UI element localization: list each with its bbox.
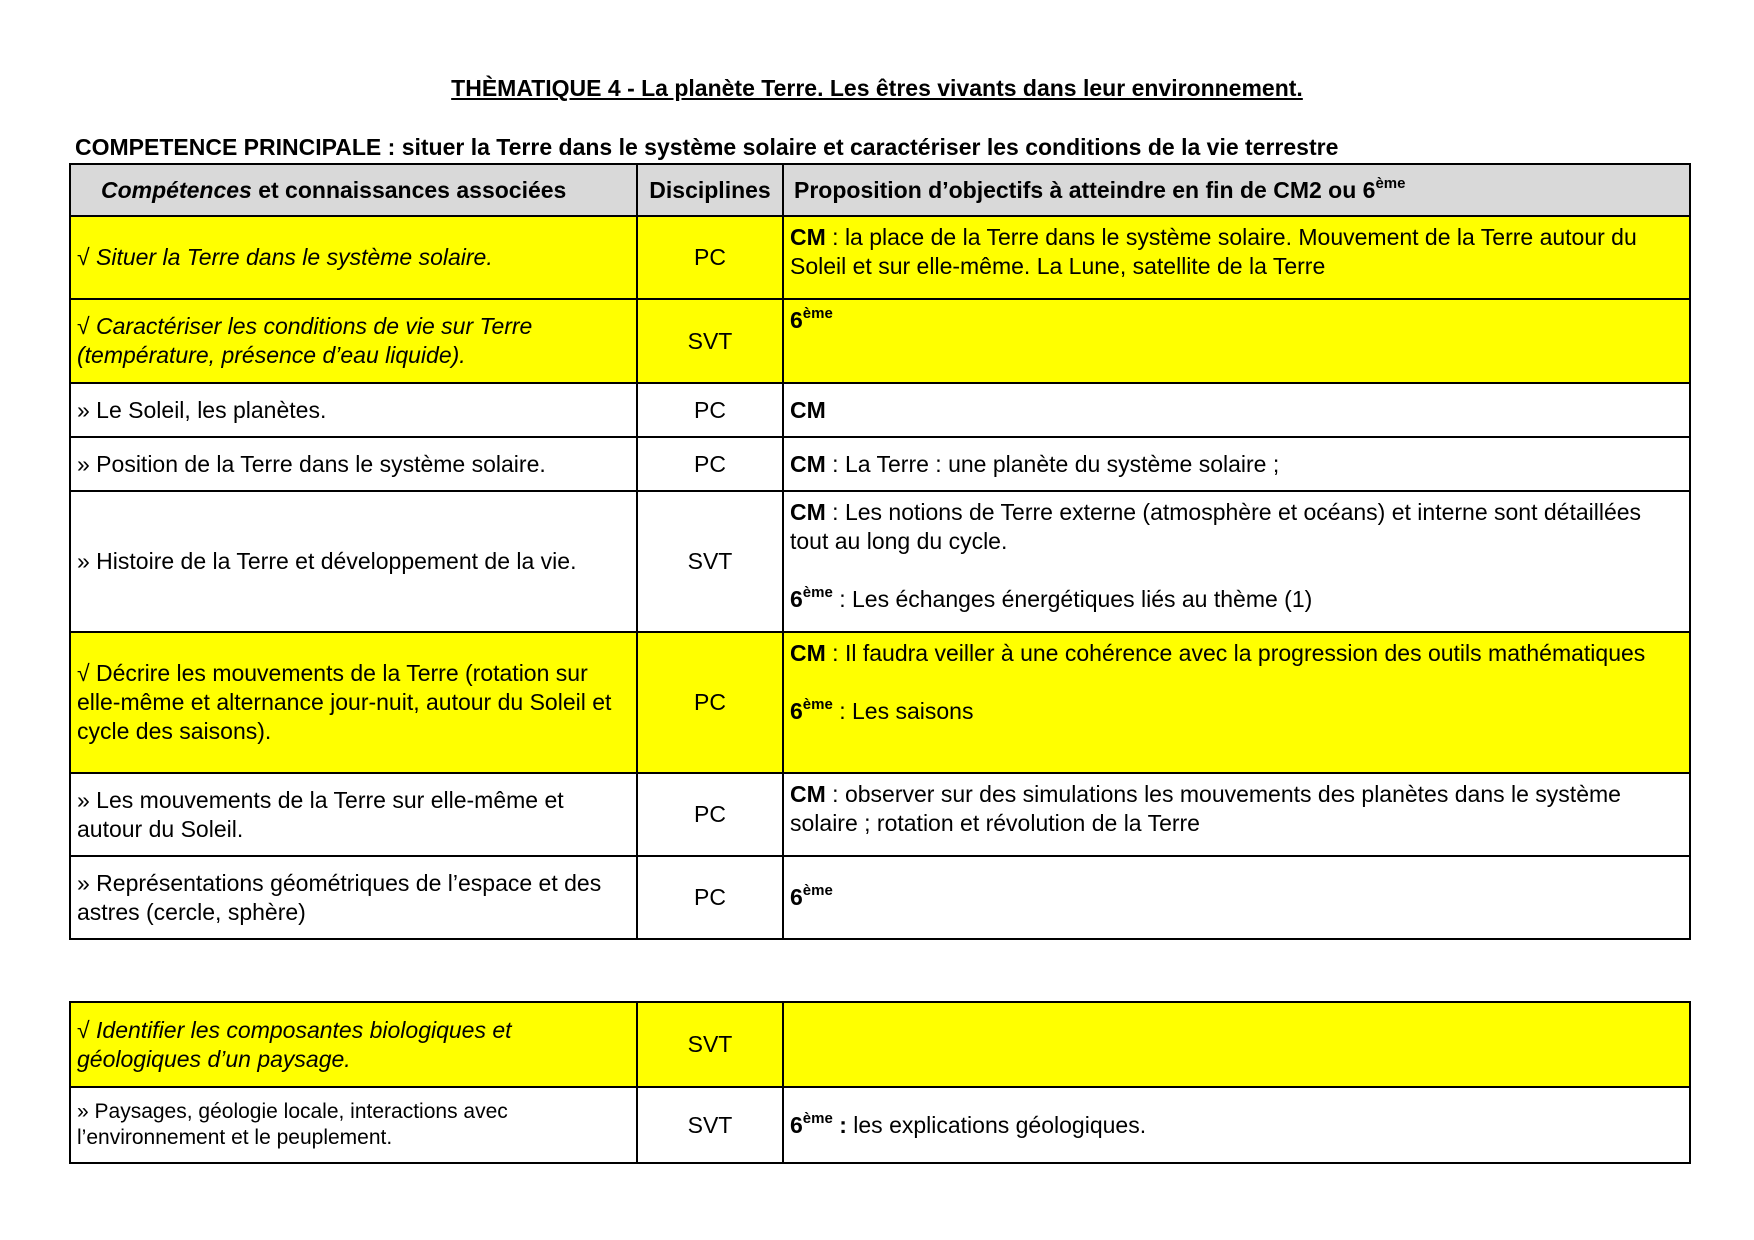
row-objectif: CM : La Terre : une planète du système solaire ; <box>783 437 1690 491</box>
row-competence: » Le Soleil, les planètes. <box>70 383 637 437</box>
competences-table-2 <box>69 1001 1691 1164</box>
competences-table <box>69 163 1691 940</box>
table-row <box>70 491 1690 632</box>
row-objectif <box>783 1002 1690 1087</box>
row-discipline: SVT <box>637 299 783 383</box>
row-competence: √ Identifier les composantes biologiques et géologiques d’un paysage. <box>70 1002 637 1087</box>
row-objectif: CM : Les notions de Terre externe (atmosphère et océans) et interne sont détaillées tout au long du cycle. 6ème : Les échanges énergétiques liés au thème (1) <box>783 491 1690 632</box>
row-objectif: CM <box>783 383 1690 437</box>
row-discipline: PC <box>637 216 783 299</box>
row-discipline: PC <box>637 773 783 856</box>
header-objectifs: Proposition d’objectifs à atteindre en fin de CM2 ou 6ème <box>783 164 1690 216</box>
header-disciplines: Disciplines <box>637 164 783 216</box>
table-row <box>70 1002 1690 1087</box>
table-row <box>70 1087 1690 1163</box>
row-objectif: 6ème <box>783 856 1690 939</box>
row-objectif: 6ème : les explications géologiques. <box>783 1087 1690 1163</box>
row-objectif: CM : la place de la Terre dans le système solaire. Mouvement de la Terre autour du Soleil et sur elle-même. La Lune, satellite de la Terre <box>783 216 1690 299</box>
row-discipline: PC <box>637 856 783 939</box>
table-row <box>70 856 1690 939</box>
row-competence: » Les mouvements de la Terre sur elle-même et autour du Soleil. <box>70 773 637 856</box>
page-title: THÈMATIQUE 4 - La planète Terre. Les êtres vivants dans leur environnement. <box>451 75 1303 101</box>
table-row <box>70 773 1690 856</box>
row-objectif: 6ème <box>783 299 1690 383</box>
table-row <box>70 299 1690 383</box>
competence-principale: COMPETENCE PRINCIPALE : situer la Terre dans le système solaire et caractériser les conditions de la vie terrestre <box>75 134 1339 160</box>
row-competence: » Histoire de la Terre et développement de la vie. <box>70 491 637 632</box>
table-row <box>70 632 1690 773</box>
row-competence: √ Situer la Terre dans le système solaire. <box>70 216 637 299</box>
row-competence: √ Décrire les mouvements de la Terre (rotation sur elle-même et alternance jour-nuit, autour du Soleil et cycle des saisons). <box>70 632 637 773</box>
row-competence: » Paysages, géologie locale, interactions avec l’environnement et le peuplement. <box>70 1087 637 1163</box>
table-row <box>70 383 1690 437</box>
table-header-row <box>70 164 1690 216</box>
row-competence: √ Caractériser les conditions de vie sur Terre (température, présence d’eau liquide). <box>70 299 637 383</box>
row-discipline: PC <box>637 632 783 773</box>
table-row <box>70 437 1690 491</box>
row-discipline: SVT <box>637 1087 783 1163</box>
row-objectif: CM : observer sur des simulations les mouvements des planètes dans le système solaire ; rotation et révolution de la Terre <box>783 773 1690 856</box>
row-discipline: PC <box>637 383 783 437</box>
row-discipline: SVT <box>637 491 783 632</box>
row-objectif: CM : Il faudra veiller à une cohérence avec la progression des outils mathématiques 6ème : Les saisons <box>783 632 1690 773</box>
header-competences: Compétences et connaissances associées <box>70 164 637 216</box>
row-competence: » Représentations géométriques de l’espace et des astres (cercle, sphère) <box>70 856 637 939</box>
table-row <box>70 216 1690 299</box>
row-competence: » Position de la Terre dans le système solaire. <box>70 437 637 491</box>
row-discipline: SVT <box>637 1002 783 1087</box>
row-discipline: PC <box>637 437 783 491</box>
